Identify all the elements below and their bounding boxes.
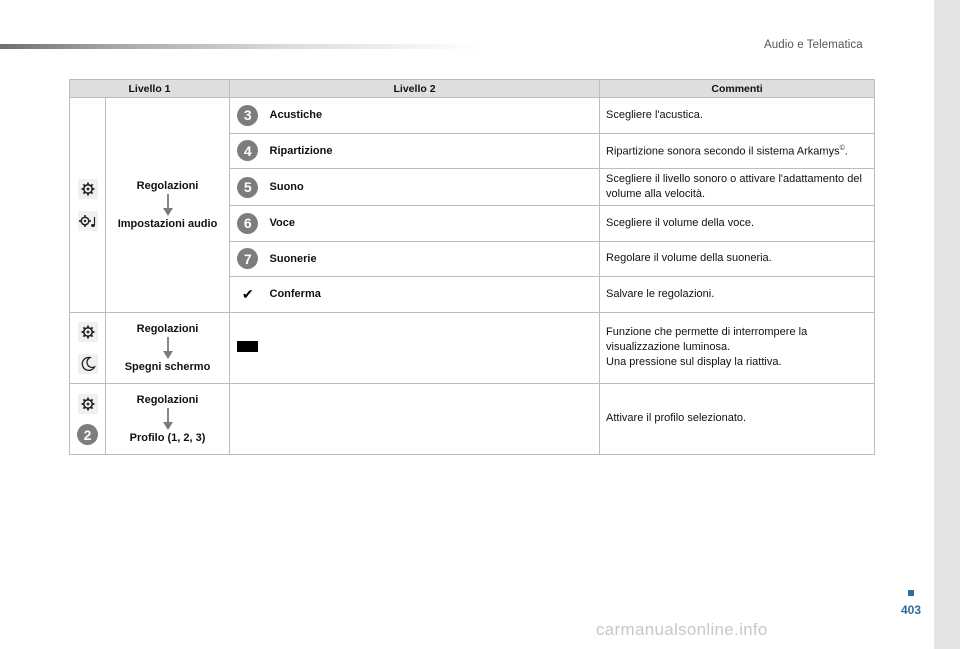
gear-music-icon [78, 211, 98, 231]
comment-text: Ripartizione sonora secondo il sistema Arkamys [606, 146, 840, 159]
comment [600, 312, 875, 383]
comment-line: Una pressione sul display la riattiva. [606, 356, 782, 368]
black-screen-icon [237, 341, 258, 352]
comment [600, 133, 875, 169]
moon-icon [78, 354, 98, 374]
comment: Scegliere l'acustica. [600, 98, 875, 134]
table-row [70, 383, 875, 454]
comment: Salvare le regolazioni. [600, 277, 875, 313]
level1-bottom-label: Profilo (1, 2, 3) [129, 431, 206, 444]
comment: Attivare il profilo selezionato. [600, 383, 875, 454]
page-side-strip [934, 0, 960, 649]
level1-top-label: Regolazioni [136, 322, 199, 335]
level2-badge-cell [230, 277, 266, 313]
copyright-mark: © [839, 145, 845, 153]
level2-name: Ripartizione [266, 133, 600, 169]
level2-badge-cell [230, 206, 266, 242]
table-row [70, 312, 875, 383]
number-badge: 5 [237, 177, 258, 198]
comment-end: . [844, 146, 848, 159]
level1-icons [70, 383, 106, 454]
number-badge: 4 [237, 140, 258, 161]
level1-bottom-label: Impostazioni audio [117, 217, 218, 230]
level2-name: Voce [266, 206, 600, 242]
level1-label [106, 383, 230, 454]
level2-badge-cell [230, 98, 266, 134]
table-header-row [70, 80, 875, 98]
level1-icons [70, 312, 106, 383]
arrow-down-icon [163, 408, 173, 430]
col-header-level2: Livello 2 [230, 80, 600, 98]
level2-name: Conferma [266, 277, 600, 313]
settings-table [69, 79, 875, 455]
level2-name [266, 383, 600, 454]
comment: Scegliere il livello sonoro o attivare l'adattamento del volume alla velocità. [600, 169, 875, 206]
comment: Regolare il volume della suoneria. [600, 241, 875, 277]
level1-icons [70, 98, 106, 313]
arrow-down-icon [163, 194, 173, 216]
gear-icon [78, 179, 98, 199]
number-badge: 3 [237, 105, 258, 126]
number-badge: 2 [77, 424, 98, 445]
level2-name: Acustiche [266, 98, 600, 134]
level2-name: Suono [266, 169, 600, 206]
header-rule [0, 44, 480, 49]
arrow-down-icon [163, 337, 173, 359]
level1-top-label: Regolazioni [136, 179, 199, 192]
number-badge: 6 [237, 213, 258, 234]
level1-bottom-label: Spegni schermo [124, 360, 211, 373]
comment-line: Funzione che permette di interrompere la visualizzazione luminosa. [606, 326, 808, 353]
gear-icon [78, 394, 98, 414]
level2-badge-cell [230, 241, 266, 277]
page-marker [908, 590, 914, 596]
level2-badge-cell [230, 312, 266, 383]
table-row [70, 98, 875, 134]
level2-badge-cell [230, 383, 266, 454]
level2-name: Suonerie [266, 241, 600, 277]
gear-icon [78, 322, 98, 342]
section-title: Audio e Telematica [764, 39, 863, 51]
level1-label [106, 312, 230, 383]
level1-top-label: Regolazioni [136, 393, 199, 406]
col-header-level1: Livello 1 [70, 80, 230, 98]
level2-badge-cell [230, 169, 266, 206]
level2-name [266, 312, 600, 383]
number-badge: 7 [237, 248, 258, 269]
checkmark-icon: ✔ [241, 285, 254, 302]
watermark: carmanualsonline.info [596, 620, 768, 639]
level1-label [106, 98, 230, 313]
page-number: 403 [901, 603, 922, 617]
level2-badge-cell [230, 133, 266, 169]
comment: Scegliere il volume della voce. [600, 206, 875, 242]
col-header-comments: Commenti [600, 80, 875, 98]
